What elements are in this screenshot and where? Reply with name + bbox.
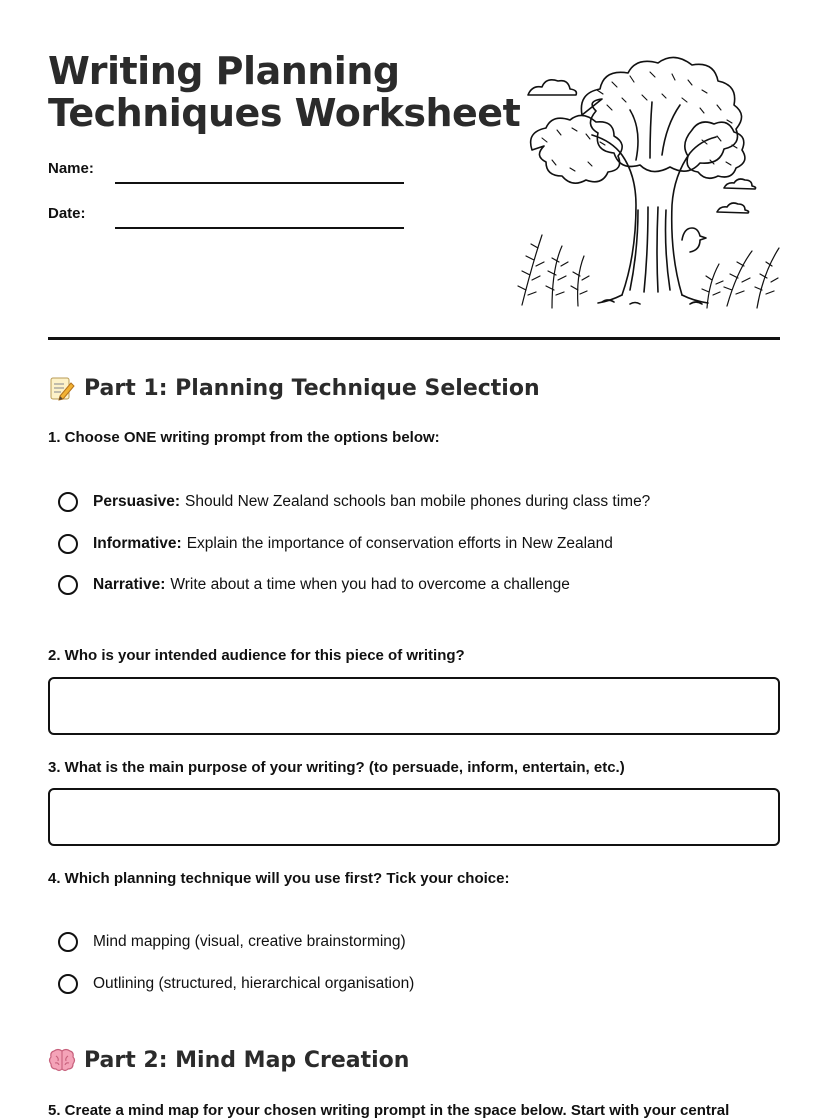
part2-heading-text: Part 2: Mind Map Creation (84, 1047, 410, 1073)
option-text: Write about a time when you had to overcome a challenge (170, 576, 570, 593)
name-field-row (48, 160, 408, 190)
mind-mapping-radio[interactable] (58, 932, 78, 952)
persuasive-radio[interactable] (58, 492, 78, 512)
prompt-option-informative[interactable] (58, 534, 613, 554)
option-label: Persuasive: (93, 493, 181, 510)
brain-icon (48, 1046, 76, 1074)
question-4: 4. Which planning technique will you use first? Tick your choice: (48, 870, 510, 887)
option-text: Should New Zealand schools ban mobile phones during class time? (185, 493, 651, 510)
option-text: Mind mapping (visual, creative brainstorming) (93, 933, 406, 950)
title-line-2: Techniques Worksheet (48, 91, 521, 135)
prompt-option-narrative[interactable] (58, 575, 570, 595)
informative-radio[interactable] (58, 534, 78, 554)
technique-option-mind-mapping[interactable] (58, 932, 406, 952)
option-label: Narrative: (93, 576, 166, 593)
technique-option-outlining[interactable] (58, 974, 414, 994)
name-label: Name: (48, 160, 94, 177)
purpose-answer-box[interactable] (48, 788, 780, 846)
part1-heading (48, 374, 540, 402)
date-label: Date: (48, 205, 86, 222)
name-line[interactable] (115, 182, 404, 184)
outlining-radio[interactable] (58, 974, 78, 994)
question-3: 3. What is the main purpose of your writing? (to persuade, inform, entertain, etc.) (48, 759, 625, 776)
date-line[interactable] (115, 227, 404, 229)
option-text: Outlining (structured, hierarchical organisation) (93, 975, 415, 992)
audience-answer-box[interactable] (48, 677, 780, 735)
narrative-radio[interactable] (58, 575, 78, 595)
memo-pencil-icon (48, 374, 76, 402)
part1-heading-text: Part 1: Planning Technique Selection (84, 375, 540, 401)
part2-heading (48, 1046, 409, 1074)
question-1: 1. Choose ONE writing prompt from the options below: (48, 429, 440, 446)
prompt-option-persuasive[interactable] (58, 492, 650, 512)
kauri-tree-illustration (512, 50, 784, 312)
section-divider (48, 337, 780, 340)
cloud-shape (528, 80, 576, 95)
title-line-1: Writing Planning (48, 49, 400, 93)
date-field-row (48, 205, 408, 235)
question-5: 5. Create a mind map for your chosen writing prompt in the space below. Start with your central (48, 1102, 730, 1119)
question-2: 2. Who is your intended audience for this piece of writing? (48, 647, 465, 664)
option-text: Explain the importance of conservation efforts in New Zealand (186, 535, 613, 552)
option-label: Informative: (93, 535, 182, 552)
worksheet-title (48, 50, 520, 134)
